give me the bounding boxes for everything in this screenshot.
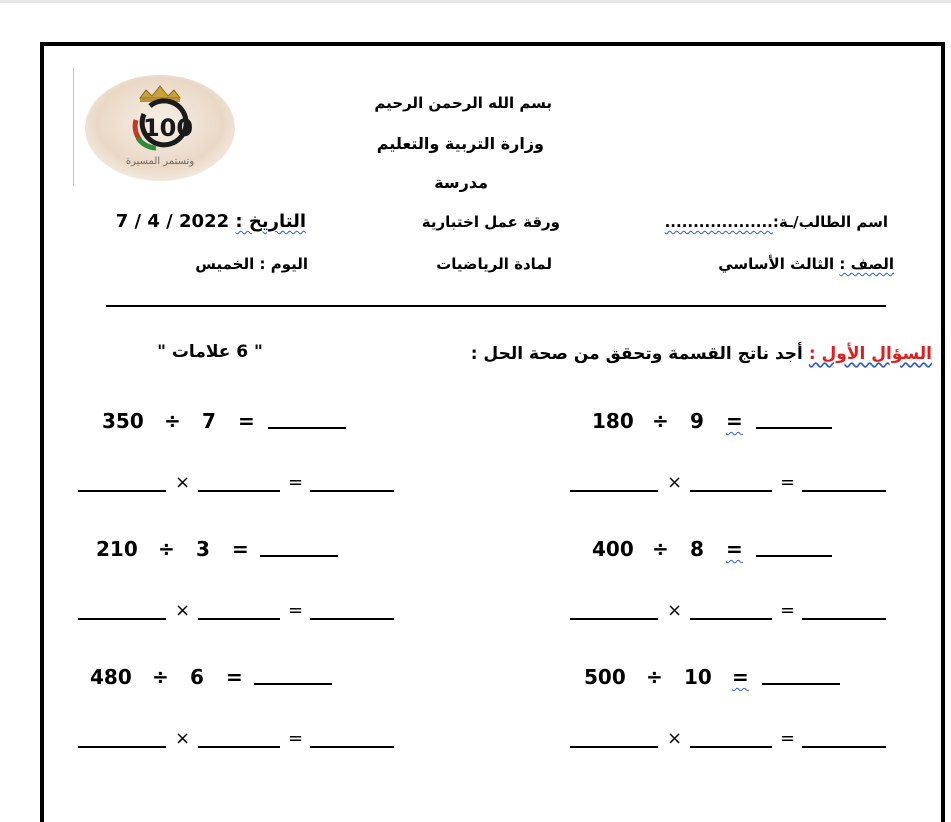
equals-sign: = (780, 728, 796, 749)
dividend: 180 (592, 409, 634, 433)
centennial-logo (84, 74, 236, 182)
answer-blank[interactable] (268, 427, 346, 429)
division-problem (584, 665, 844, 691)
product-blank[interactable] (802, 490, 886, 492)
answer-blank[interactable] (756, 555, 832, 557)
divisor: 9 (690, 409, 704, 433)
answer-blank[interactable] (254, 683, 332, 685)
equals-sign: = (226, 665, 243, 689)
check-row (570, 728, 890, 749)
times-sign: × (175, 472, 191, 493)
date-line (110, 211, 306, 232)
check-row (570, 600, 890, 621)
factor-blank[interactable] (690, 490, 772, 492)
divide-sign: ÷ (164, 409, 181, 433)
divisor: 6 (190, 665, 204, 689)
divisor: 8 (690, 537, 704, 561)
times-sign: × (667, 600, 683, 621)
question-heading (432, 344, 932, 364)
basmala: بسم الله الرحمن الرحيم (374, 94, 552, 112)
student-name-dots: ................... (664, 213, 773, 231)
question-text: أجد ناتج القسمة وتحقق من صحة الحل : (470, 344, 803, 364)
factor-blank[interactable] (198, 746, 280, 748)
division-problem (102, 409, 352, 435)
window-top-strip (0, 0, 951, 3)
svg-text:وتستمر المسيرة: وتستمر المسيرة (125, 156, 195, 167)
factor-blank[interactable] (690, 746, 772, 748)
equals-sign: = (732, 665, 749, 689)
margin-line (73, 68, 74, 186)
divisor: 10 (684, 665, 712, 689)
answer-blank[interactable] (260, 555, 338, 557)
header-divider (106, 305, 886, 307)
factor-blank[interactable] (78, 746, 166, 748)
factor-blank[interactable] (570, 490, 658, 492)
date-label: التاريخ : (235, 211, 306, 232)
dividend: 500 (584, 665, 626, 689)
equals-sign: = (288, 600, 304, 621)
product-blank[interactable] (310, 746, 394, 748)
division-problem (90, 665, 340, 691)
dividend: 400 (592, 537, 634, 561)
question-label: السؤال الأول : (808, 344, 932, 364)
student-name-field[interactable] (660, 213, 888, 231)
marks-label: " 6 علامات " (157, 342, 263, 362)
class-label: الصف : (839, 255, 894, 273)
times-sign: × (667, 472, 683, 493)
equals-sign: = (288, 728, 304, 749)
equals-sign: = (726, 409, 743, 433)
check-row (570, 472, 890, 493)
divide-sign: ÷ (652, 537, 669, 561)
dividend: 210 (96, 537, 138, 561)
factor-blank[interactable] (570, 746, 658, 748)
equals-sign: = (780, 600, 796, 621)
class-line (700, 255, 894, 273)
school-label: مدرسة (434, 173, 488, 192)
divide-sign: ÷ (152, 665, 169, 689)
worksheet-title: ورقة عمل اختبارية (421, 213, 560, 231)
equals-sign: = (288, 472, 304, 493)
day-line (180, 255, 308, 273)
factor-blank[interactable] (690, 618, 772, 620)
divide-sign: ÷ (652, 409, 669, 433)
divide-sign: ÷ (646, 665, 663, 689)
times-sign: × (175, 600, 191, 621)
product-blank[interactable] (802, 746, 886, 748)
factor-blank[interactable] (570, 618, 658, 620)
equals-sign: = (238, 409, 255, 433)
day-value: الخميس (195, 255, 255, 273)
dividend: 350 (102, 409, 144, 433)
factor-blank[interactable] (78, 490, 166, 492)
division-problem (96, 537, 346, 563)
class-value: الثالث الأساسي (718, 255, 835, 273)
date-value: 7 / 4 / 2022 (115, 211, 230, 232)
product-blank[interactable] (802, 618, 886, 620)
dividend: 480 (90, 665, 132, 689)
product-blank[interactable] (310, 618, 394, 620)
divisor: 7 (202, 409, 216, 433)
times-sign: × (175, 728, 191, 749)
equals-sign: = (726, 537, 743, 561)
divisor: 3 (196, 537, 210, 561)
factor-blank[interactable] (198, 618, 280, 620)
answer-blank[interactable] (756, 427, 832, 429)
factor-blank[interactable] (198, 490, 280, 492)
day-label: اليوم : (259, 255, 308, 273)
ministry-name: وزارة التربية والتعليم (376, 134, 544, 153)
check-row (78, 472, 398, 493)
check-row (78, 600, 398, 621)
divide-sign: ÷ (158, 537, 175, 561)
answer-blank[interactable] (762, 683, 840, 685)
equals-sign: = (780, 472, 796, 493)
check-row (78, 728, 398, 749)
factor-blank[interactable] (78, 618, 166, 620)
subject-label: لمادة الرياضيات (436, 255, 552, 273)
division-problem (590, 409, 840, 435)
student-name-label: اسم الطالب/ـة: (772, 213, 888, 231)
svg-text:100: 100 (142, 114, 194, 142)
division-problem (590, 537, 840, 563)
product-blank[interactable] (310, 490, 394, 492)
times-sign: × (667, 728, 683, 749)
equals-sign: = (232, 537, 249, 561)
